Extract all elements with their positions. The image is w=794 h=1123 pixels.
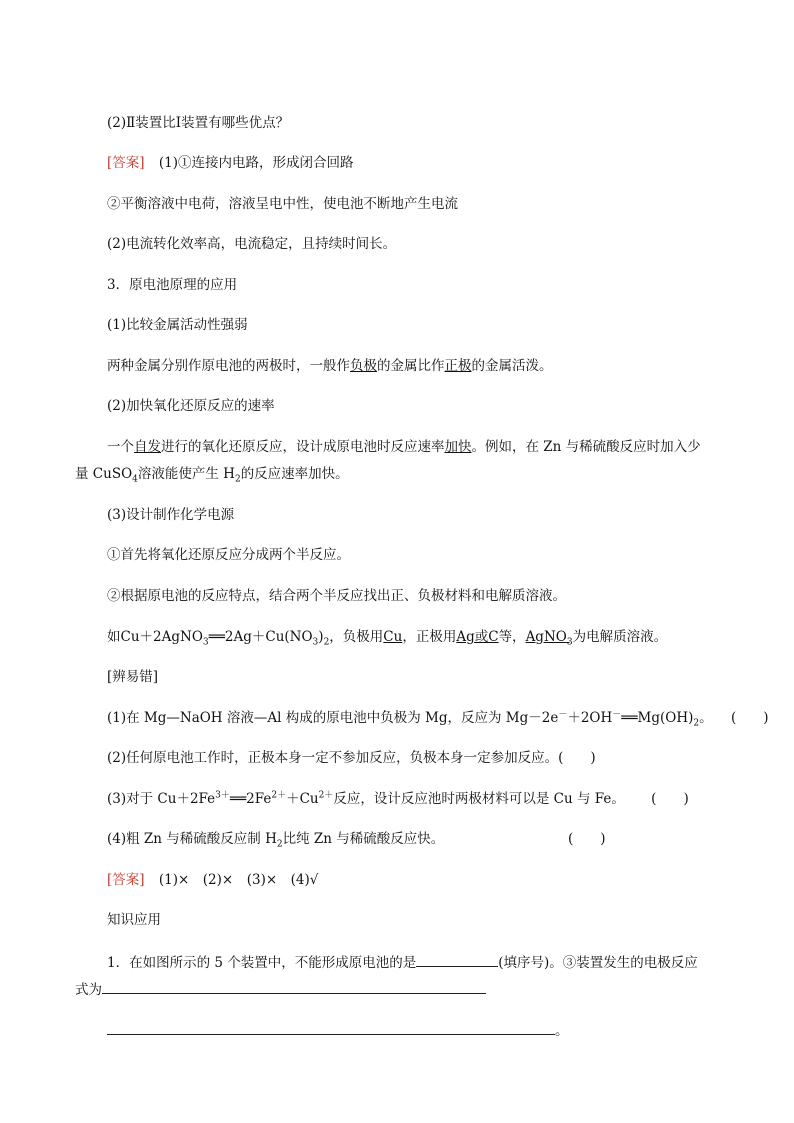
text: ，正极用 <box>402 629 457 645</box>
subscript: 2 <box>693 718 700 729</box>
judge-item-2 <box>107 749 596 767</box>
bianyicuo-title: [辨易错] <box>107 669 159 685</box>
text: 的金属活泼。 <box>471 358 553 374</box>
text: 反应，设计反应池时两极材料可以是 Cu 与 Fe。 <box>333 791 625 807</box>
text: 量 CuSO <box>75 466 133 482</box>
text: ══Mg(OH) <box>621 710 694 726</box>
fill-answer: Cu <box>383 629 403 645</box>
answer-blank[interactable] <box>416 952 498 967</box>
subscript: 3 <box>312 637 319 648</box>
question-1-line-3 <box>107 1020 569 1040</box>
superscript: － <box>612 709 622 720</box>
fill-answer: 负极 <box>350 358 377 374</box>
answer-text: (1)①连接内电路，形成闭合回路 <box>158 155 354 171</box>
question-1-line-2 <box>75 979 486 999</box>
text: ══2Fe <box>229 791 272 807</box>
example-line <box>107 628 667 646</box>
sub-heading-2: (2)加快氧化还原反应的速率 <box>107 398 275 414</box>
text: 的反应速率加快。 <box>240 466 349 482</box>
text: 如Cu＋2AgNO <box>107 629 203 645</box>
text: (2)任何原电池工作时，正极本身一定不参加反应，负极本身一定参加反应。 <box>107 750 559 766</box>
text: 进行的氧化还原反应，设计成原电池时反应速率 <box>161 439 445 455</box>
section-knowledge-application: 知识应用 <box>107 912 161 928</box>
fill-answer <box>525 629 573 648</box>
text: 式为 <box>75 982 102 998</box>
answer-paren: ( ) <box>651 791 689 807</box>
text: ══2Ag＋Cu(NO <box>208 629 313 645</box>
text: (4)粗 Zn 与稀硫酸反应制 H <box>107 831 277 847</box>
superscript: 2＋ <box>318 790 334 801</box>
text: 为电解质溶液。 <box>572 629 668 645</box>
superscript: － <box>558 709 568 720</box>
step-2: ②根据原电池的反应特点，结合两个半反应找出正、负极材料和电解质溶液。 <box>107 588 566 604</box>
subscript: 2 <box>276 839 283 850</box>
answer-paren: ( ) <box>730 710 769 726</box>
answer-text: (1)× (2)× (3)× (4)√ <box>158 872 319 888</box>
paragraph-2-line-1 <box>107 438 701 456</box>
text: (填序号)。③装置发生的电极反应 <box>498 955 698 971</box>
text: 两种金属分别作原电池的两极时，一般作 <box>107 358 350 374</box>
answer-line-1 <box>107 154 353 172</box>
fill-answer: 加快 <box>444 439 472 455</box>
sub-heading-3: (3)设计制作化学电源 <box>107 507 235 523</box>
subscript: 2 <box>323 637 330 648</box>
text: (3)对于 Cu＋2Fe <box>107 791 216 807</box>
text: 一个 <box>107 439 134 455</box>
superscript: 3＋ <box>215 790 230 801</box>
text: ) <box>318 629 324 645</box>
section-3-title: 3．原电池原理的应用 <box>107 277 238 293</box>
subscript: 3 <box>202 637 209 648</box>
answer-line-2: ②平衡溶液中电荷，溶液呈电中性，使电池不断地产生电流 <box>107 196 458 212</box>
sub-heading-1: (1)比较金属活动性强弱 <box>107 317 248 333</box>
text: 。 <box>555 1023 569 1039</box>
answer-blank[interactable] <box>107 1020 555 1035</box>
text: AgNO <box>525 629 567 645</box>
subscript: 4 <box>132 474 138 485</box>
subscript: 3 <box>566 637 573 648</box>
text: 的金属比作 <box>377 358 445 374</box>
answer-line-3: (2)电流转化效率高，电流稳定，且持续时间长。 <box>107 236 397 252</box>
judge-item-3 <box>107 790 689 808</box>
judge-item-4 <box>107 830 444 848</box>
fill-answer: 自发 <box>134 439 161 455</box>
answer-paren: ( ) <box>558 750 596 766</box>
judge-item-1 <box>107 709 768 727</box>
paragraph-2-line-2 <box>75 465 349 483</box>
text: 溶液能使产生 H <box>137 466 235 482</box>
answer-2-line <box>107 871 318 889</box>
answer-tag: [答案] <box>107 155 145 171</box>
fill-answer: 正极 <box>444 358 472 374</box>
text: 等， <box>498 629 526 645</box>
fill-answer: Ag或C <box>456 629 499 645</box>
text: ＋Cu <box>286 791 319 807</box>
answer-tag: [答案] <box>107 872 145 888</box>
answer-paren-4: ( ) <box>568 831 606 847</box>
step-1: ①首先将氧化还原反应分成两个半反应。 <box>107 547 350 563</box>
text: 1．在如图所示的 5 个装置中，不能形成原电池的是 <box>107 955 417 971</box>
text: 比纯 Zn 与稀硫酸反应快。 <box>282 831 445 847</box>
superscript: 2＋ <box>271 790 287 801</box>
question-1-line-1 <box>107 952 698 972</box>
text: 。 <box>699 710 713 726</box>
paragraph-1 <box>107 357 553 375</box>
text: (1)在 Mg—NaOH 溶液—Al 构成的原电池中负极为 Mg，反应为 Mg－2e <box>107 710 559 726</box>
answer-blank[interactable] <box>102 979 486 994</box>
subscript: 2 <box>234 474 241 485</box>
text: ，负极用 <box>329 629 384 645</box>
text: 。例如，在 Zn 与稀硫酸反应时加入少 <box>471 439 701 455</box>
question-2: (2)Ⅱ装置比Ⅰ装置有哪些优点？ <box>107 115 290 131</box>
text: ＋2OH <box>567 710 613 726</box>
